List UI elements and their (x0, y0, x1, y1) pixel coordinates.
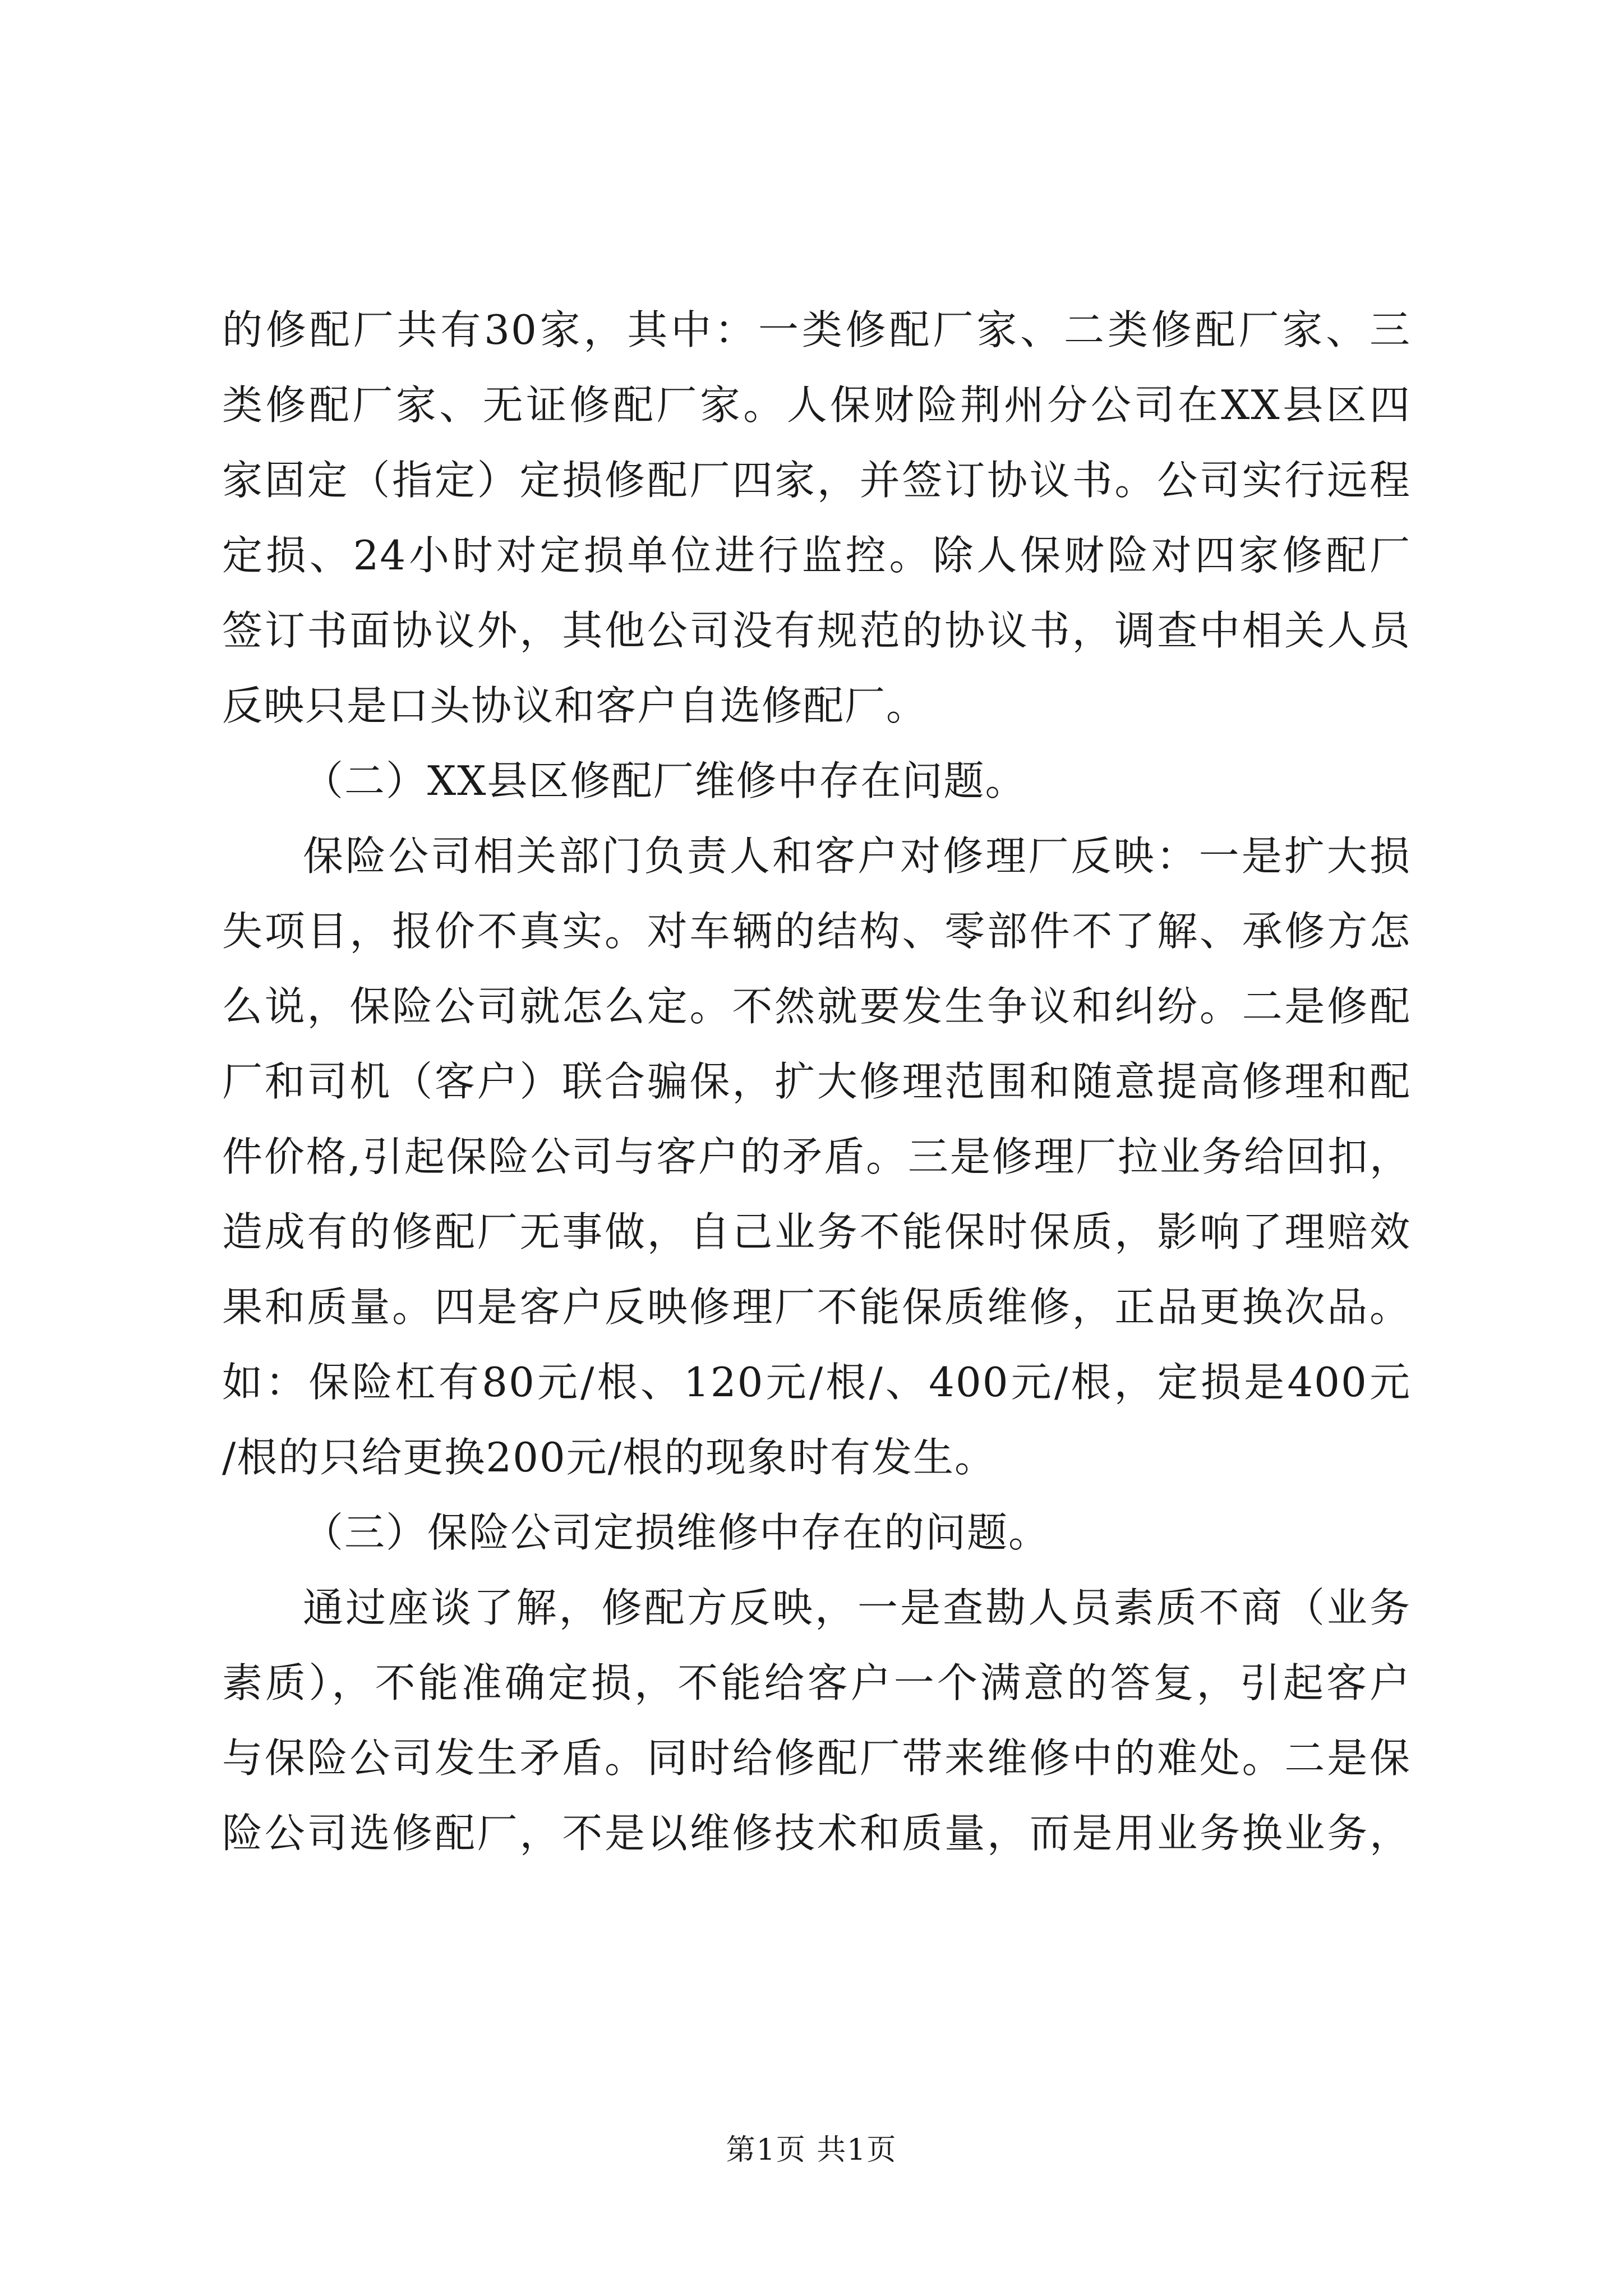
paragraph-first-line: 保险公司相关部门负责人和客户对修理厂反映：一是扩大损 (303, 832, 1411, 880)
text-line: 定损、24小时对定损单位进行监控。除人保财险对四家修配厂 (222, 532, 1411, 579)
text-line: 险公司选修配厂，不是以维修技术和质量，而是用业务换业务， (222, 1810, 1411, 1857)
text-line: 件价格,引起保险公司与客户的矛盾。三是修理厂拉业务给回扣， (222, 1133, 1411, 1180)
paragraph-first-line: 通过座谈了解，修配方反映，一是查勘人员素质不商（业务 (303, 1584, 1411, 1631)
text-line: 失项目，报价不真实。对车辆的结构、零部件不了解、承修方怎 (222, 908, 1411, 955)
page-footer: 第1页 共1页 (726, 2133, 897, 2167)
section-heading: （二）XX县区修配厂维修中存在问题。 (303, 757, 1027, 804)
text-line: 家固定（指定）定损修配厂四家，并签订协议书。公司实行远程 (222, 457, 1411, 504)
text-line: 如：保险杠有80元/根、120元/根/、400元/根，定损是400元 (222, 1359, 1411, 1406)
text-line: 么说，保险公司就怎么定。不然就要发生争议和纠纷。二是修配 (222, 983, 1411, 1030)
text-line: 果和质量。四是客户反映修理厂不能保质维修，正品更换次品。 (222, 1283, 1411, 1331)
text-line: 反映只是口头协议和客户自选修配厂。 (222, 682, 928, 729)
text-line: 类修配厂家、无证修配厂家。人保财险荆州分公司在XX县区四 (222, 381, 1411, 429)
text-line: 的修配厂共有30家，其中：一类修配厂家、二类修配厂家、三 (222, 306, 1411, 353)
text-line: 造成有的修配厂无事做，自己业务不能保时保质，影响了理赔效 (222, 1208, 1411, 1255)
text-line: /根的只给更换200元/根的现象时有发生。 (222, 1434, 996, 1481)
text-line: 签订书面协议外，其他公司没有规范的协议书，调查中相关人员 (222, 607, 1411, 654)
text-line: 厂和司机（客户）联合骗保，扩大修理范围和随意提高修理和配 (222, 1058, 1411, 1105)
section-heading: （三）保险公司定损维修中存在的问题。 (303, 1509, 1050, 1556)
text-line: 素质），不能准确定损，不能给客户一个满意的答复，引起客户 (222, 1659, 1411, 1706)
text-line: 与保险公司发生矛盾。同时给修配厂带来维修中的难处。二是保 (222, 1734, 1411, 1782)
